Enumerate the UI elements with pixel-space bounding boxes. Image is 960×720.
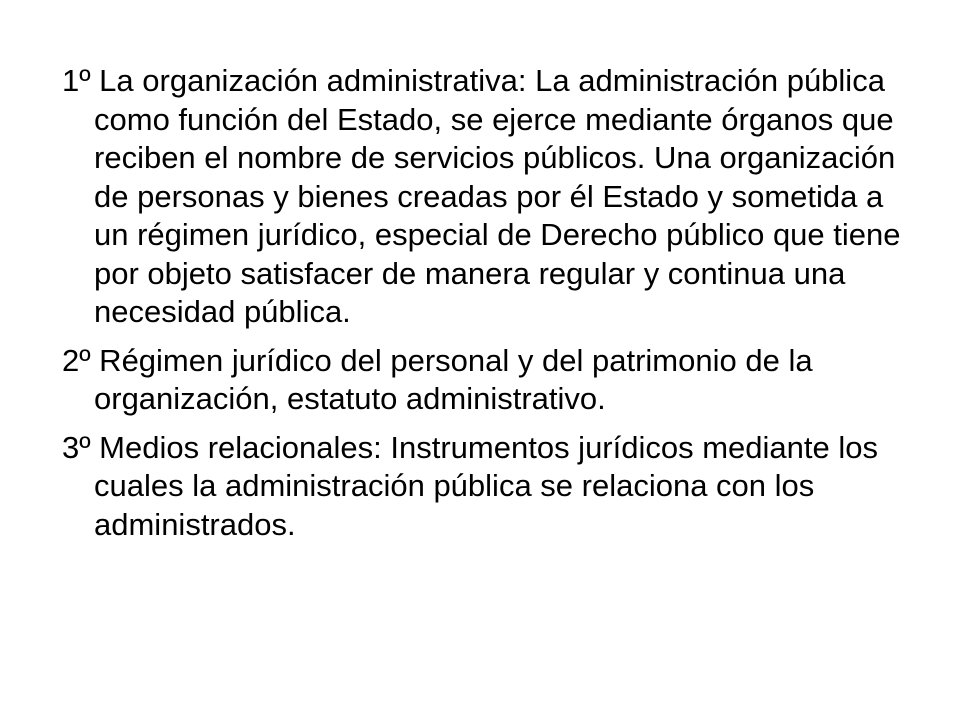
slide-body-text	[62, 62, 922, 544]
paragraph-1-organizacion-administrativa: 1º La organización administrativa: La administración pública como función del Estado, se ejerce mediante órganos que reciben el nombre de servicios públicos. Una organización de personas y bienes creadas por él Estado y sometida a un régimen jurídico, especial de Derecho público que tiene por objeto satisfacer de manera regular y continua una necesidad pública.	[62, 63, 901, 329]
paragraph-3-medios-relacionales: 3º Medios relacionales: Instrumentos jurídicos mediante los cuales la administración pública se relaciona con los administrados.	[62, 429, 878, 542]
paragraph-2-regimen-juridico: 2º Régimen jurídico del personal y del patrimonio de la organización, estatuto administrativo.	[62, 342, 813, 416]
